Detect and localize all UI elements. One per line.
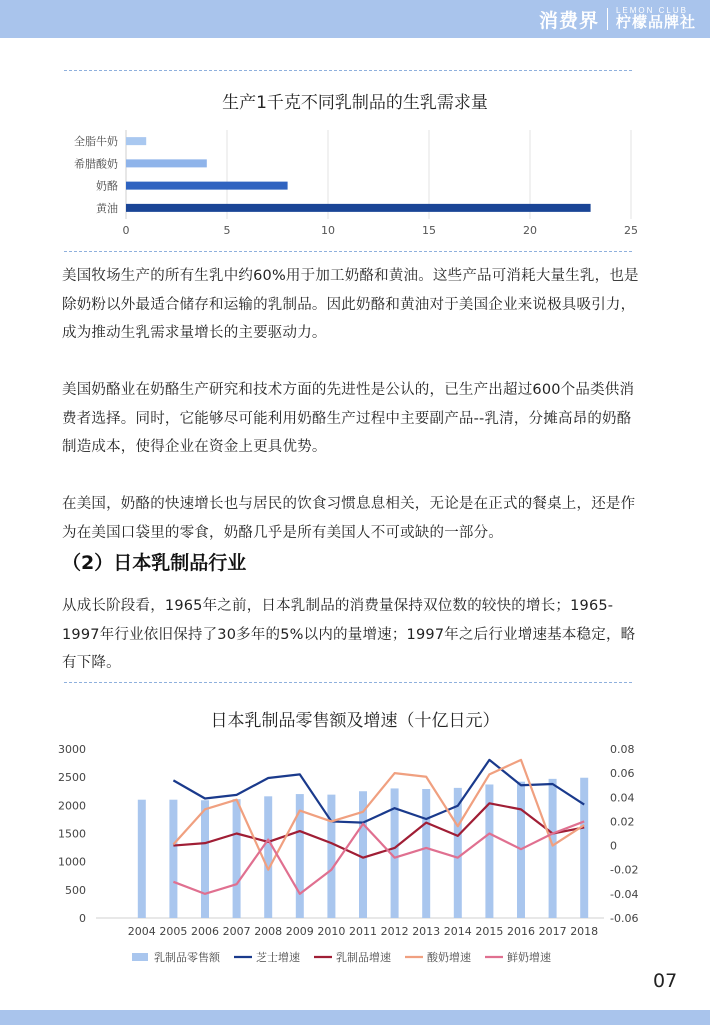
y-tick-label: 1500 bbox=[58, 827, 86, 841]
y-tick-label: 3000 bbox=[58, 743, 86, 756]
brand-divider bbox=[607, 8, 608, 30]
y2-tick-label: -0.02 bbox=[610, 863, 639, 877]
x-tick-label: 2008 bbox=[254, 925, 283, 938]
brand-subname: 柠檬品牌社 bbox=[615, 13, 696, 32]
x-tick-label: 15 bbox=[422, 224, 436, 237]
divider bbox=[64, 70, 632, 71]
legend-label: 酸奶增速 bbox=[427, 951, 471, 964]
brand-english: LEMON CLUB bbox=[615, 5, 688, 15]
y2-tick-label: 0.04 bbox=[610, 791, 635, 805]
y-tick-label: 500 bbox=[65, 883, 86, 897]
legend-label: 鲜奶增速 bbox=[507, 951, 551, 964]
divider bbox=[64, 682, 632, 683]
y2-tick-label: 0 bbox=[610, 839, 617, 853]
y-tick-label: 2500 bbox=[58, 771, 86, 785]
x-tick-label: 2007 bbox=[222, 925, 251, 938]
bar bbox=[126, 204, 591, 212]
category-label: 希腊酸奶 bbox=[74, 157, 118, 171]
x-tick-label: 2016 bbox=[507, 925, 535, 938]
y2-tick-label: -0.04 bbox=[610, 887, 639, 901]
category-label: 黄油 bbox=[96, 201, 118, 215]
bar bbox=[201, 800, 209, 918]
x-tick-label: 0 bbox=[122, 224, 130, 237]
paragraph-4: 从成长阶段看，1965年之前，日本乳制品的消费量保持双位数的较快的增长；1965-1997年行业依旧保持了30多年的5%以内的量增速；1997年之后行业增速基本稳定，略有下降。 bbox=[62, 598, 636, 671]
x-tick-label: 2010 bbox=[317, 925, 346, 938]
x-tick-label: 2009 bbox=[285, 925, 314, 938]
section-heading: （2）日本乳制品行业 bbox=[62, 552, 247, 574]
bar bbox=[580, 778, 588, 918]
legend-label: 芝士增速 bbox=[256, 951, 300, 964]
x-tick-label: 2017 bbox=[538, 925, 567, 938]
x-tick-label: 5 bbox=[223, 224, 231, 237]
bar bbox=[422, 789, 430, 918]
x-tick-label: 2018 bbox=[570, 925, 599, 938]
x-tick-label: 2011 bbox=[349, 925, 377, 938]
y-tick-label: 1000 bbox=[58, 855, 86, 869]
category-label: 奶酪 bbox=[96, 179, 118, 193]
chart1-bar-chart bbox=[0, 125, 710, 250]
y-tick-label: 0 bbox=[79, 912, 86, 925]
legend-label: 乳制品零售额 bbox=[154, 951, 220, 964]
bar bbox=[264, 796, 272, 918]
brand-logo bbox=[539, 4, 696, 34]
y2-tick-label: 0.08 bbox=[610, 743, 635, 756]
x-tick-label: 2005 bbox=[159, 925, 188, 938]
brand-name: 消费界 bbox=[538, 9, 599, 32]
legend-swatch bbox=[132, 953, 148, 961]
x-tick-label: 10 bbox=[321, 224, 335, 237]
y-tick-label: 2000 bbox=[58, 799, 86, 813]
bar bbox=[126, 137, 146, 145]
y2-tick-label: 0.06 bbox=[610, 767, 635, 781]
bar bbox=[126, 159, 207, 167]
x-tick-label: 2015 bbox=[475, 925, 504, 938]
paragraph-1: 美国牧场生产的所有生乳中约60%用于加工奶酪和黄油。这些产品可消耗大量生乳，也是除奶粉以外最适合储存和运输的乳制品。因此奶酪和黄油对于美国企业来说极具吸引力，成为推动生乳需求量增长的主要驱动力。 bbox=[62, 268, 639, 341]
chart2-combo-chart bbox=[0, 735, 710, 975]
x-tick-label: 25 bbox=[624, 224, 638, 237]
chart1-title: 生产1千克不同乳制品的生乳需求量 bbox=[222, 93, 488, 113]
header-bar bbox=[0, 0, 710, 38]
footer-bar bbox=[0, 1010, 710, 1025]
chart2-title: 日本乳制品零售额及增速（十亿日元） bbox=[210, 711, 500, 731]
x-tick-label: 2012 bbox=[380, 925, 409, 938]
x-tick-label: 2014 bbox=[443, 925, 472, 938]
category-label: 全脂牛奶 bbox=[74, 135, 118, 149]
paragraph-2: 美国奶酪业在奶酪生产研究和技术方面的先进性是公认的，已生产出超过600个品类供消费者选择。同时，它能够尽可能利用奶酪生产过程中主要副产品--乳清，分摊高昂的奶酪制造成本，使得企业在资金上更具优势。 bbox=[62, 382, 635, 455]
y2-tick-label: 0.02 bbox=[610, 815, 635, 829]
x-tick-label: 2004 bbox=[127, 925, 156, 938]
bar bbox=[138, 800, 146, 918]
paragraph-3: 在美国，奶酪的快速增长也与居民的饮食习惯息息相关，无论是在正式的餐桌上，还是作为在美国口袋里的零食，奶酪几乎是所有美国人不可或缺的一部分。 bbox=[62, 496, 636, 541]
x-tick-label: 2006 bbox=[191, 925, 219, 938]
bar bbox=[169, 800, 177, 918]
y2-tick-label: -0.06 bbox=[610, 912, 639, 925]
bar bbox=[327, 795, 335, 918]
page-number: 07 bbox=[653, 970, 678, 992]
bar bbox=[549, 779, 557, 918]
bar bbox=[126, 182, 288, 190]
bar bbox=[233, 799, 241, 918]
x-tick-label: 2013 bbox=[412, 925, 441, 938]
legend-label: 乳制品增速 bbox=[336, 951, 391, 964]
x-tick-label: 20 bbox=[523, 224, 537, 237]
divider bbox=[64, 251, 632, 252]
